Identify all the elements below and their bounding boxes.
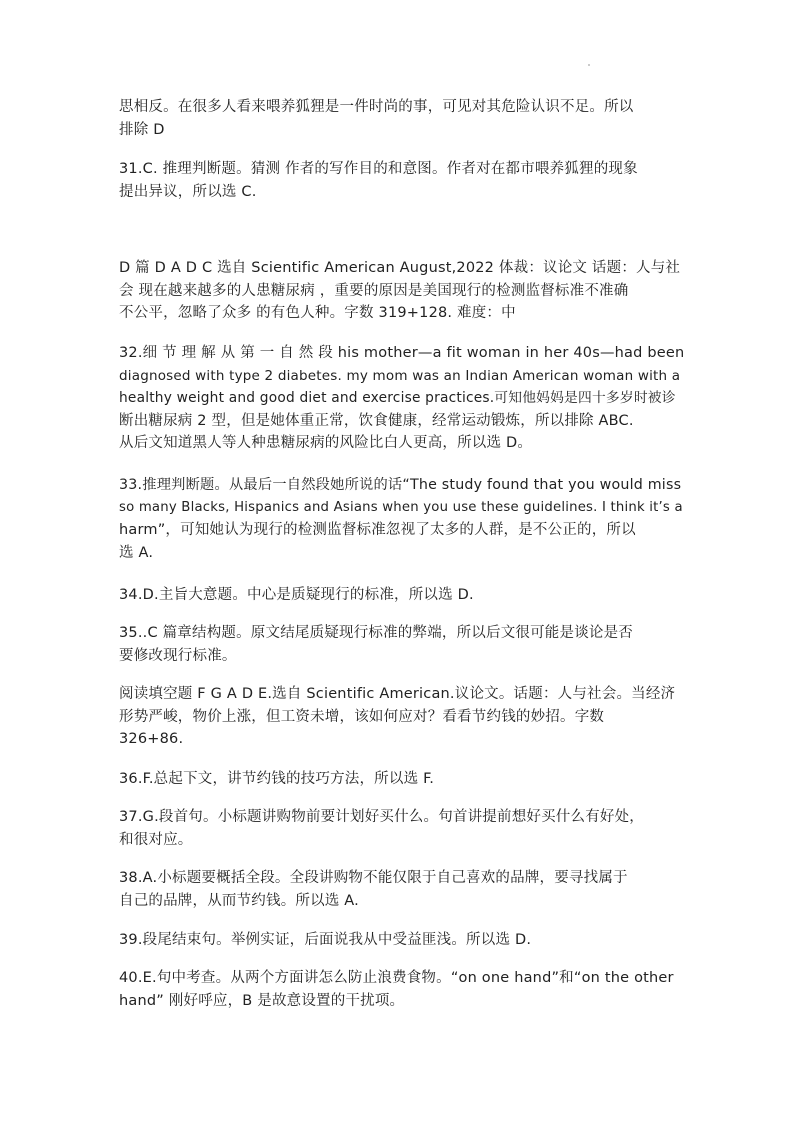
answer-31: [119, 158, 679, 203]
text-line: 39.段尾结束句。举例实证，后面说我从中受益匪浅。所以选 D.: [119, 932, 532, 948]
text-line: 提出异议，所以选 C.: [119, 183, 257, 200]
text-line: 选 A.: [119, 544, 154, 561]
text-line: 断出糖尿病 2 型，但是她体重正常，饮食健康，经常运动锻炼，所以排除 ABC.: [119, 412, 634, 429]
text-line: 从后文知道黑人等人种患糖尿病的风险比白人更高，所以选 D。: [119, 435, 533, 451]
text-line: 36.F.总起下文，讲节约钱的技巧方法，所以选 F.: [119, 771, 435, 787]
answer-35: [119, 622, 679, 667]
text-line: harm”，可知她认为现行的检测监督标准忽视了太多的人群，是不公正的，所以: [119, 522, 636, 538]
text-line: 326+86.: [119, 731, 184, 747]
answer-33: [119, 474, 683, 564]
text-line: 35..C 篇章结构题。原文结尾质疑现行标准的弊端，所以后文很可能是谈论是否: [119, 625, 633, 641]
text-line: 排除 D: [119, 121, 165, 138]
text-line: 要修改现行标准。: [119, 647, 237, 664]
scan-mark: [588, 64, 590, 66]
text-line: 34.D.主旨大意题。中心是质疑现行的标准，所以选 D.: [119, 587, 474, 603]
text-line: 37.G.段首句。小标题讲购物前要计划好买什么。句首讲提前想好买什么有好处，: [119, 809, 645, 825]
answer-39: [119, 929, 679, 952]
text-line: healthy weight and good diet and exercise practices.可知他妈妈是四十多岁时被诊: [119, 390, 676, 406]
text-line: hand” 刚好呼应，B 是故意设置的干扰项。: [119, 992, 405, 1009]
paragraph-fox-conclusion: [119, 96, 679, 141]
section-d-intro: [119, 257, 679, 325]
answer-38: [119, 867, 679, 912]
answer-40: [119, 967, 679, 1012]
answer-36: [119, 768, 679, 791]
text-line: so many Blacks, Hispanics and Asians when you use these guidelines. I think it’s a: [119, 499, 683, 515]
text-line: 不公平，忽略了众多 的有色人种。字数 319+128. 难度：中: [119, 305, 516, 321]
text-line: D 篇 D A D C 选自 Scientific American August,2022 体裁：议论文 话题：人与社: [119, 260, 681, 276]
text-line: 会 现在越来越多的人患糖尿病 ，重要的原因是美国现行的检测监督标准不准确: [119, 282, 629, 299]
answer-34: [119, 584, 679, 607]
answer-37: [119, 806, 679, 851]
text-line: 思相反。在很多人看来喂养狐狸是一件时尚的事，可见对其危险认识不足。所以: [119, 99, 634, 115]
text-line: 38.A.小标题要概括全段。全段讲购物不能仅限于自己喜欢的品牌，要寻找属于: [119, 870, 628, 886]
answer-32: [119, 342, 685, 455]
text-line: 自己的品牌，从而节约钱。所以选 A.: [119, 892, 359, 909]
text-line: 和很对应。: [119, 831, 193, 848]
text-line: 32.细 节 理 解 从 第 一 自 然 段 his mother—a fit woman in her 40s—had been: [119, 345, 685, 361]
text-line: 40.E.句中考查。从两个方面讲怎么防止浪费食物。“on one hand”和“on the other: [119, 970, 674, 986]
reading-cloze-intro: [119, 683, 679, 751]
text-line: 31.C. 推理判断题。猜测 作者的写作目的和意图。作者对在都市喂养狐狸的现象: [119, 161, 638, 177]
text-line: 阅读填空题 F G A D E.选自 Scientific American.议论文。话题：人与社会。当经济: [119, 686, 676, 702]
text-line: 形势严峻，物价上涨，但工资未增，该如何应对？看看节约钱的妙招。字数: [119, 708, 605, 725]
text-line: 33.推理判断题。从最后一自然段她所说的话“The study found that you would miss: [119, 477, 682, 493]
text-line: diagnosed with type 2 diabetes. my mom was an Indian American woman with a: [119, 367, 681, 384]
